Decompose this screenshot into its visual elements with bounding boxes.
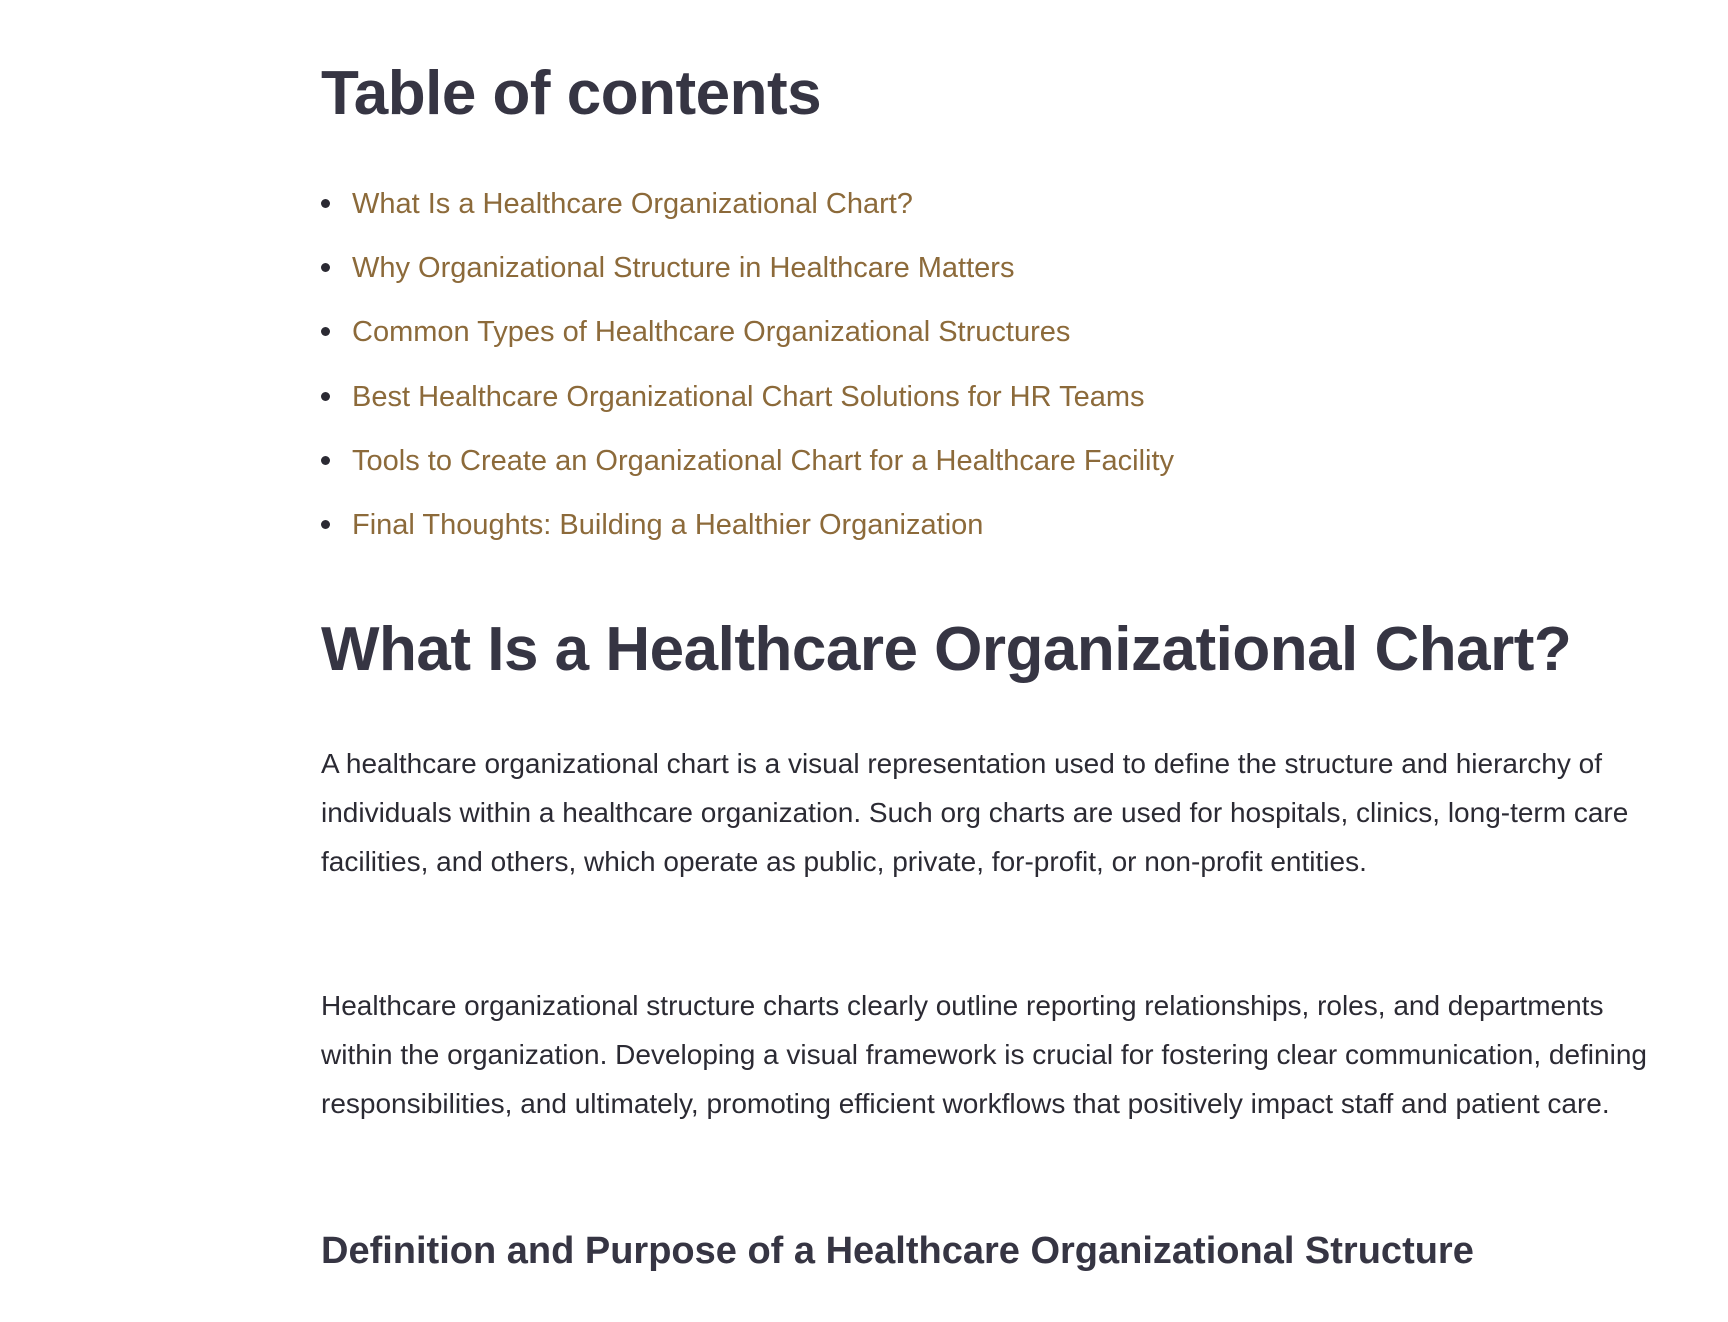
toc-item bbox=[321, 441, 1174, 505]
toc-link-best-solutions[interactable]: Best Healthcare Organizational Chart Solutions for HR Teams bbox=[352, 380, 1145, 413]
toc-item bbox=[321, 377, 1174, 441]
subsection-heading: Definition and Purpose of a Healthcare Organizational Structure bbox=[321, 1230, 1474, 1272]
toc-heading: Table of contents bbox=[321, 59, 822, 128]
bullet-icon bbox=[321, 199, 330, 208]
toc-link-why-matters[interactable]: Why Organizational Structure in Healthcare Matters bbox=[352, 252, 1015, 285]
bullet-icon bbox=[321, 456, 330, 465]
toc-item bbox=[321, 248, 1174, 312]
toc-list bbox=[321, 184, 1174, 569]
toc-link-common-types[interactable]: Common Types of Healthcare Organizational Structures bbox=[352, 316, 1071, 349]
toc-link-what-is[interactable]: What Is a Healthcare Organizational Chart? bbox=[352, 188, 913, 220]
toc-item bbox=[321, 505, 1174, 569]
toc-link-tools[interactable]: Tools to Create an Organizational Chart for a Healthcare Facility bbox=[352, 444, 1175, 477]
bullet-icon bbox=[321, 520, 330, 529]
bullet-icon bbox=[321, 392, 330, 401]
bullet-icon bbox=[321, 327, 330, 336]
toc-link-final-thoughts[interactable]: Final Thoughts: Building a Healthier Organization bbox=[352, 508, 984, 541]
toc-item bbox=[321, 312, 1174, 376]
bullet-icon bbox=[321, 263, 330, 272]
body-paragraph: A healthcare organizational chart is a visual representation used to define the structure and hierarchy of individuals within a healthcare organization. Such org charts are used for hospitals, clinics, long-term care facilities, and others, which operate as public, private, for-profit, or non-profit entities. bbox=[321, 748, 1629, 877]
section-heading: What Is a Healthcare Organizational Chart? bbox=[321, 615, 1572, 684]
body-paragraph: Healthcare organizational structure charts clearly outline reporting relationships, roles, and departments within the organization. Developing a visual framework is crucial for fostering clear communication, defining responsibilities, and ultimately, promoting efficient workflows that positively impact staff and patient care. bbox=[321, 990, 1647, 1119]
toc-item bbox=[321, 184, 1174, 248]
